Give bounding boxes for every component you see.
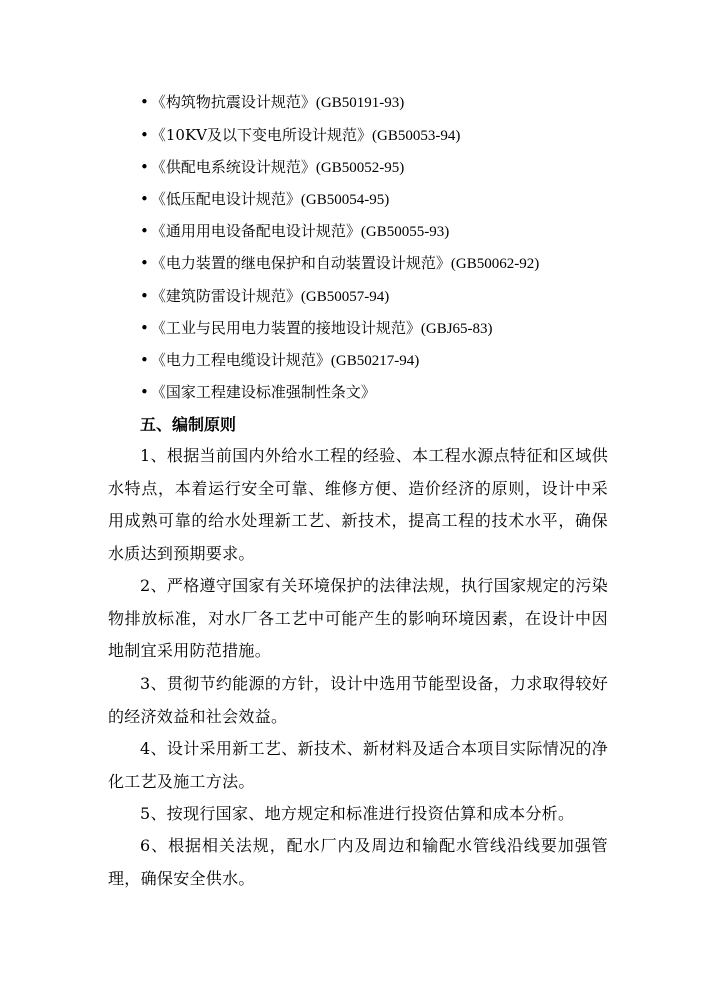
standard-code: (GB50217-94) [330, 353, 420, 369]
principle-paragraph: 5、按现行国家、地方规定和标准进行投资估算和成本分析。 [140, 804, 575, 823]
standard-code: (GBJ65-83) [420, 321, 493, 337]
standard-item [140, 92, 404, 113]
principle-paragraph: 4、设计采用新工艺、新技术、新材料及适合本项目实际情况的净化工艺及施工方法。 [108, 739, 608, 791]
bullet-icon: • [140, 190, 149, 208]
standard-item [140, 382, 376, 403]
bullet-icon: • [140, 287, 149, 305]
standard-item [140, 221, 449, 242]
bullet-icon: • [140, 319, 149, 337]
standard-code: (GB50191-93) [315, 95, 405, 111]
standard-item [140, 286, 389, 307]
standard-item [140, 350, 419, 371]
standard-code: (GB50055-93) [360, 224, 450, 240]
standard-item [140, 189, 389, 210]
standard-title: 《构筑物抗震设计规范》 [150, 93, 316, 111]
standard-code: (GB50057-94) [300, 289, 390, 305]
standard-title: 《电力工程电缆设计规范》 [150, 351, 331, 369]
standard-code: (GB50062-92) [450, 256, 540, 272]
bullet-icon: • [140, 351, 149, 369]
standard-item [140, 253, 539, 274]
bullet-icon: • [140, 126, 149, 144]
standard-title: 《通用用电设备配电设计规范》 [150, 222, 361, 240]
principle-paragraph: 1、根据当前国内外给水工程的经验、本工程水源点特征和区域供水特点，本着运行安全可靠、维修方便、造价经济的原则，设计中采用成熟可靠的给水处理新工艺、新技术，提高工程的技术水平，确保水质达到预期要求。 [108, 446, 608, 563]
bullet-icon: • [140, 254, 149, 272]
standard-item [140, 125, 460, 146]
standard-title: 《工业与民用电力装置的接地设计规范》 [150, 319, 421, 337]
principle-paragraph: 3、贯彻节约能源的方针，设计中选用节能型设备，力求取得较好的经济效益和社会效益。 [108, 674, 608, 726]
principle-paragraph: 2、严格遵守国家有关环境保护的法律法规，执行国家规定的污染物排放标准，对水厂各工艺中可能产生的影响环境因素，在设计中因地制宜采用防范措施。 [108, 576, 608, 660]
standard-item [140, 318, 493, 339]
bullet-icon: • [140, 222, 149, 240]
standard-title: 《电力装置的继电保护和自动装置设计规范》 [150, 254, 451, 272]
standard-title: 《建筑防雷设计规范》 [150, 287, 301, 305]
standard-code: (GB50052-95) [315, 160, 405, 176]
bullet-icon: • [140, 93, 149, 111]
section-heading: 五、编制原则 [140, 415, 237, 434]
standard-title: 《10KV及以下变电所设计规范》 [150, 126, 372, 144]
standard-code: (GB50053-94) [372, 128, 461, 144]
bullet-icon: • [140, 383, 149, 401]
standard-title: 《国家工程建设标准强制性条文》 [150, 383, 376, 401]
standard-item [140, 157, 404, 178]
bullet-icon: • [140, 158, 149, 176]
standard-title: 《供配电系统设计规范》 [150, 158, 316, 176]
standard-title: 《低压配电设计规范》 [150, 190, 301, 208]
principle-paragraph: 6、根据相关法规，配水厂内及周边和输配水管线沿线要加强管理，确保安全供水。 [108, 836, 608, 888]
standard-code: (GB50054-95) [300, 192, 390, 208]
